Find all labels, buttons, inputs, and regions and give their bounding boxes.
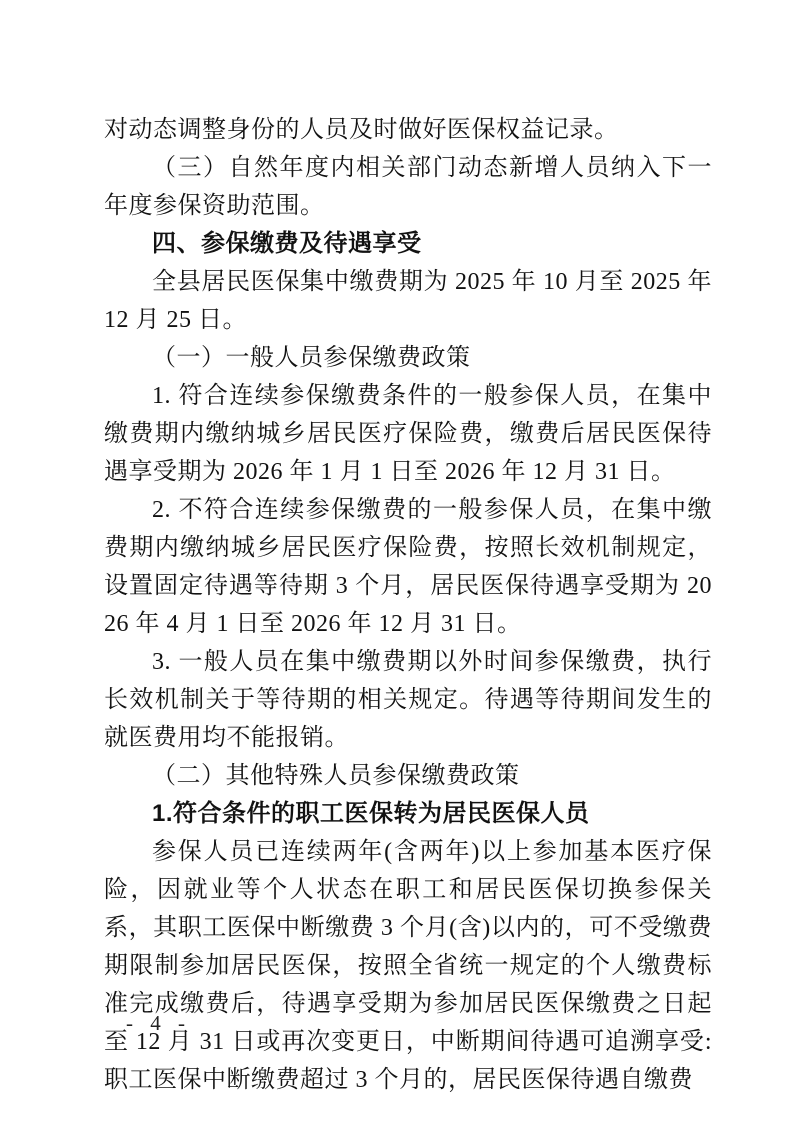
section-heading-4-enrollment-payment: 四、参保缴费及待遇享受 xyxy=(152,230,422,257)
paragraph-point-2-non-continuous-payment: 2. 不符合连续参保缴费的一般参保人员，在集中缴费期内缴纳城乡居民医疗保险费，按照长效机制规定，设置固定待遇等待期 3 个月，居民医保待遇享受期为 2026 年 4 月 1 日至 2026 年 12 月 31 日。 xyxy=(104,497,712,637)
subsection-heading-1-general-policy: （一）一般人员参保缴费政策 xyxy=(152,345,471,371)
document-body xyxy=(104,111,712,1099)
paragraph-item-3-new-personnel: （三）自然年度内相关部门动态新增人员纳入下一年度参保资助范围。 xyxy=(104,155,712,219)
subsection-heading-2-special-personnel: （二）其他特殊人员参保缴费政策 xyxy=(152,763,520,789)
page-number: - 4 - xyxy=(126,1011,191,1035)
paragraph-point-1-continuous-payment: 1. 符合连续参保缴费条件的一般参保人员，在集中缴费期内缴纳城乡居民医疗保险费，缴费后居民医保待遇享受期为 2026 年 1 月 1 日至 2026 年 12 月 31 日。 xyxy=(104,383,712,485)
paragraph-collection-period: 全县居民医保集中缴费期为 2025 年 10 月至 2025 年 12 月 25 日。 xyxy=(104,269,712,333)
paragraph-continued-benefit-record: 对动态调整身份的人员及时做好医保权益记录。 xyxy=(104,117,619,143)
paragraph-point-3-outside-period: 3. 一般人员在集中缴费期以外时间参保缴费，执行长效机制关于等待期的相关规定。待遇等待期间发生的就医费用均不能报销。 xyxy=(104,649,712,751)
heading-employee-to-resident-transfer: 1.符合条件的职工医保转为居民医保人员 xyxy=(152,800,590,827)
paragraph-transfer-policy-details: 参保人员已连续两年(含两年)以上参加基本医疗保险，因就业等个人状态在职工和居民医保切换参保关系，其职工医保中断缴费 3 个月(含)以内的，可不受缴费期限制参加居民医保，按照全省统一规定的个人缴费标准完成缴费后，待遇享受期为参加居民医保缴费之日起至 12 月 31 日或再次变更日，中断期间待遇可追溯享受:职工医保中断缴费超过 3 个月的，居民医保待遇自缴费 xyxy=(104,839,712,1093)
